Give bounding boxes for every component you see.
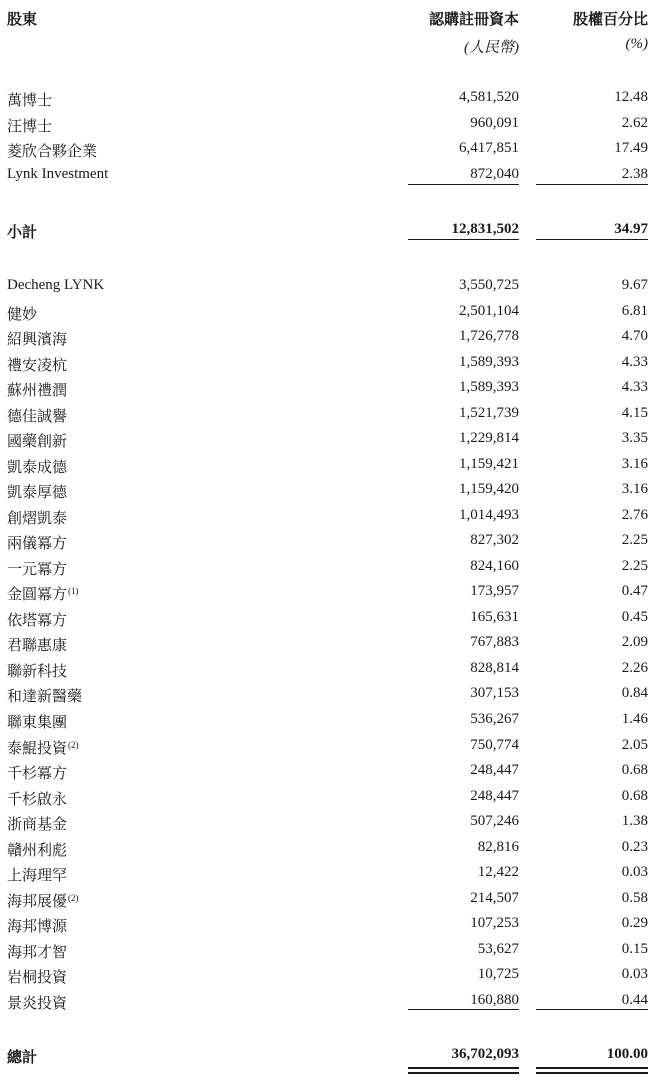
registered-capital-value: 1,159,420 (459, 481, 519, 498)
table-row (0, 328, 660, 354)
shareholder-name (7, 456, 67, 477)
shareholder-name (7, 558, 67, 579)
registered-capital-value: 1,014,493 (459, 506, 519, 523)
table-row (0, 609, 660, 635)
double-underline (408, 1067, 519, 1074)
percentage-value: 2.05 (621, 736, 648, 753)
percentage-value: 1.46 (621, 711, 648, 727)
shareholder-name (7, 430, 67, 451)
registered-capital-value: 2,501,104 (459, 302, 519, 319)
shareholder-name-text: 聯新科技 (7, 663, 68, 680)
registered-capital-value: 248,447 (470, 762, 519, 779)
shareholder-name-text: Decheng LYNK (7, 277, 105, 293)
double-underline (536, 1067, 648, 1074)
shareholder-name (7, 303, 37, 324)
percentage-value: 0.68 (621, 787, 648, 804)
table-row (0, 405, 660, 431)
table-row (0, 89, 660, 115)
shareholder-name-text: 禮安凌杭 (7, 357, 68, 374)
percentage-value: 0.23 (621, 838, 648, 855)
shareholder-name-text: 萬博士 (7, 93, 53, 109)
shareholder-name-text: 汪博士 (7, 118, 53, 135)
header-shareholder: 股東 (7, 12, 38, 28)
shareholder-name-text: 君聯惠康 (7, 638, 68, 655)
shareholder-name (7, 583, 79, 604)
percentage-value: 3.16 (621, 481, 648, 498)
shareholder-name-text: 上海理罕 (7, 868, 68, 885)
divider-line (536, 1009, 648, 1010)
shareholder-name-text: 岩桐投資 (7, 970, 68, 987)
shareholder-name-text: 德佳誠譽 (7, 408, 68, 425)
percentage-value: 0.47 (621, 583, 648, 600)
shareholder-name (7, 405, 67, 426)
percentage-value: 2.09 (621, 634, 648, 651)
shareholder-name-text: 依塔冪方 (7, 612, 68, 629)
registered-capital-value: 536,267 (470, 711, 519, 727)
registered-capital-value: 248,447 (470, 787, 519, 804)
percentage-value: 0.15 (621, 940, 648, 957)
subtotal-row (0, 221, 660, 247)
table-row (0, 456, 660, 482)
registered-capital-value: 307,153 (470, 685, 519, 702)
shareholder-name-text: 千杉冪方 (7, 766, 68, 783)
registered-capital-value: 173,957 (470, 583, 519, 600)
header-percent-unit: (%) (625, 36, 648, 52)
shareholder-name (7, 864, 67, 885)
divider-line (536, 184, 648, 185)
divider-line (408, 1009, 519, 1010)
shareholder-name (7, 941, 67, 962)
table-row (0, 481, 660, 507)
percentage-value: 2.62 (621, 114, 648, 131)
shareholder-name (7, 1046, 37, 1067)
shareholder-name-text: 蘇州禮潤 (7, 383, 68, 400)
registered-capital-value: 53,627 (477, 940, 519, 957)
table-row (0, 140, 660, 166)
divider-line (408, 239, 519, 240)
table-row (0, 711, 660, 737)
registered-capital-value: 12,422 (477, 864, 519, 881)
registered-capital-value: 1,521,739 (459, 404, 519, 421)
divider-line (536, 239, 648, 240)
percentage-value: 0.68 (621, 762, 648, 779)
divider-line (408, 184, 519, 185)
shareholder-name-text: 小計 (7, 225, 38, 241)
percentage-value: 4.33 (621, 353, 648, 370)
shareholder-name-text: 健妙 (7, 306, 38, 323)
percentage-value: 2.25 (621, 532, 648, 549)
registered-capital-value: 1,229,814 (459, 430, 519, 447)
registered-capital-value: 82,816 (477, 838, 519, 855)
shareholder-name (7, 328, 67, 349)
registered-capital-value: 10,725 (477, 966, 519, 983)
percentage-value: 1.38 (621, 813, 648, 830)
table-row (0, 277, 660, 303)
table-row (0, 166, 660, 192)
shareholder-name-text: 總計 (7, 1050, 38, 1066)
shareholder-name-text: 聯東集團 (7, 715, 68, 731)
percentage-value: 4.70 (621, 328, 648, 345)
registered-capital-value: 767,883 (470, 634, 519, 651)
shareholder-name (7, 507, 67, 528)
shareholder-name (7, 221, 37, 242)
percentage-value: 0.03 (621, 966, 648, 983)
shareholder-name-text: 景炎投資 (7, 995, 68, 1012)
table-row (0, 583, 660, 609)
table-row (0, 966, 660, 992)
shareholder-name-text: 浙商基金 (7, 817, 68, 834)
shareholder-name-text: 海邦才智 (7, 944, 68, 961)
registered-capital-value: 1,726,778 (459, 328, 519, 345)
shareholder-name-text: 凱泰厚德 (7, 485, 68, 502)
shareholder-name (7, 685, 82, 706)
registered-capital-value: 1,589,393 (459, 353, 519, 370)
registered-capital-value: 4,581,520 (459, 89, 519, 105)
table-row (0, 634, 660, 660)
shareholder-name-text: 金圓冪方 (7, 587, 68, 604)
registered-capital-value: 6,417,851 (459, 140, 519, 156)
table-row (0, 839, 660, 865)
percentage-value: 2.25 (621, 557, 648, 574)
shareholder-name (7, 966, 67, 987)
shareholder-name-text: 創熠凱泰 (7, 510, 68, 527)
shareholder-name-text: 一元冪方 (7, 561, 68, 578)
table-row (0, 737, 660, 763)
registered-capital-value: 12,831,502 (451, 221, 519, 237)
shareholder-name (7, 277, 104, 294)
registered-capital-value: 750,774 (470, 736, 519, 753)
registered-capital-value: 1,159,421 (459, 455, 519, 472)
registered-capital-value: 827,302 (470, 532, 519, 549)
table-row (0, 303, 660, 329)
shareholder-name (7, 915, 67, 936)
shareholder-name (7, 839, 67, 860)
shareholder-name (7, 992, 67, 1013)
registered-capital-value: 507,246 (470, 813, 519, 830)
percentage-value: 17.49 (614, 140, 648, 156)
shareholder-name (7, 609, 67, 630)
registered-capital-value: 3,550,725 (459, 277, 519, 293)
table-row (0, 532, 660, 558)
percentage-value: 0.58 (621, 889, 648, 906)
percentage-value: 34.97 (614, 221, 648, 237)
percentage-value: 3.16 (621, 455, 648, 472)
header-percentage: 股權百分比 (572, 12, 648, 28)
shareholder-name-text: 海邦展優 (7, 893, 68, 910)
shareholder-name (7, 379, 67, 400)
shareholder-name (7, 532, 67, 553)
shareholder-name (7, 481, 67, 502)
percentage-value: 3.35 (621, 430, 648, 447)
percentage-value: 2.26 (621, 659, 648, 676)
registered-capital-value: 872,040 (470, 165, 519, 182)
table-row (0, 558, 660, 584)
shareholder-name (7, 711, 67, 732)
shareholder-name-text: 國藥創新 (7, 434, 68, 451)
shareholder-name (7, 354, 67, 375)
registered-capital-value: 36,702,093 (451, 1046, 519, 1062)
percentage-value: 100.00 (606, 1046, 648, 1062)
registered-capital-value: 107,253 (470, 915, 519, 932)
table-row (0, 115, 660, 141)
footnote-marker: (1) (68, 586, 79, 597)
registered-capital-value: 824,160 (470, 557, 519, 574)
table-row (0, 379, 660, 405)
shareholder-name-text: 菱欣合夥企業 (7, 144, 98, 160)
shareholder-name (7, 115, 52, 136)
registered-capital-value: 160,880 (470, 991, 519, 1008)
percentage-value: 9.67 (621, 277, 648, 293)
percentage-value: 4.33 (621, 379, 648, 396)
percentage-value: 0.45 (621, 608, 648, 625)
table-row (0, 354, 660, 380)
shareholder-name-text: 凱泰成德 (7, 459, 68, 476)
table-row (0, 941, 660, 967)
header-capital-unit: (人民幣) (464, 40, 519, 56)
footnote-marker: (2) (68, 739, 79, 750)
shareholder-name-text: 和達新醫藥 (7, 689, 83, 706)
footnote-marker: (2) (68, 892, 79, 903)
shareholder-name (7, 737, 79, 758)
table-row (0, 915, 660, 941)
table-row (0, 788, 660, 814)
shareholder-name (7, 890, 79, 911)
shareholder-name (7, 166, 108, 183)
table-row (0, 660, 660, 686)
shareholder-name-text: Lynk Investment (7, 165, 109, 182)
shareholder-name-text: 海邦博源 (7, 919, 68, 936)
percentage-value: 2.76 (621, 506, 648, 523)
percentage-value: 0.29 (621, 915, 648, 932)
shareholder-name-text: 千杉啟永 (7, 791, 68, 808)
table-row (0, 864, 660, 890)
percentage-value: 0.44 (621, 991, 648, 1008)
shareholder-name (7, 788, 67, 809)
percentage-value: 12.48 (614, 89, 648, 105)
percentage-value: 0.03 (621, 864, 648, 881)
shareholder-name (7, 634, 67, 655)
header-registered-capital: 認購註冊資本 (428, 12, 519, 28)
shareholder-name (7, 813, 67, 834)
percentage-value: 6.81 (621, 302, 648, 319)
shareholder-name-text: 泰鯤投資 (7, 740, 68, 757)
table-row (0, 813, 660, 839)
shareholder-name (7, 762, 67, 783)
table-row (0, 685, 660, 711)
table-row (0, 762, 660, 788)
registered-capital-value: 165,631 (470, 608, 519, 625)
table-row (0, 430, 660, 456)
shareholder-name-text: 贛州利彪 (7, 842, 68, 859)
table-row (0, 507, 660, 533)
table-row (0, 890, 660, 916)
table-row (0, 992, 660, 1018)
shareholder-name (7, 140, 97, 161)
shareholder-name-text: 紹興濱海 (7, 332, 68, 349)
shareholder-name (7, 660, 67, 681)
registered-capital-value: 960,091 (470, 114, 519, 131)
registered-capital-value: 828,814 (470, 659, 519, 676)
percentage-value: 4.15 (621, 404, 648, 421)
percentage-value: 2.38 (621, 165, 648, 182)
shareholder-name (7, 89, 52, 110)
percentage-value: 0.84 (621, 685, 648, 702)
shareholder-name-text: 兩儀冪方 (7, 536, 68, 553)
registered-capital-value: 214,507 (470, 889, 519, 906)
registered-capital-value: 1,589,393 (459, 379, 519, 396)
